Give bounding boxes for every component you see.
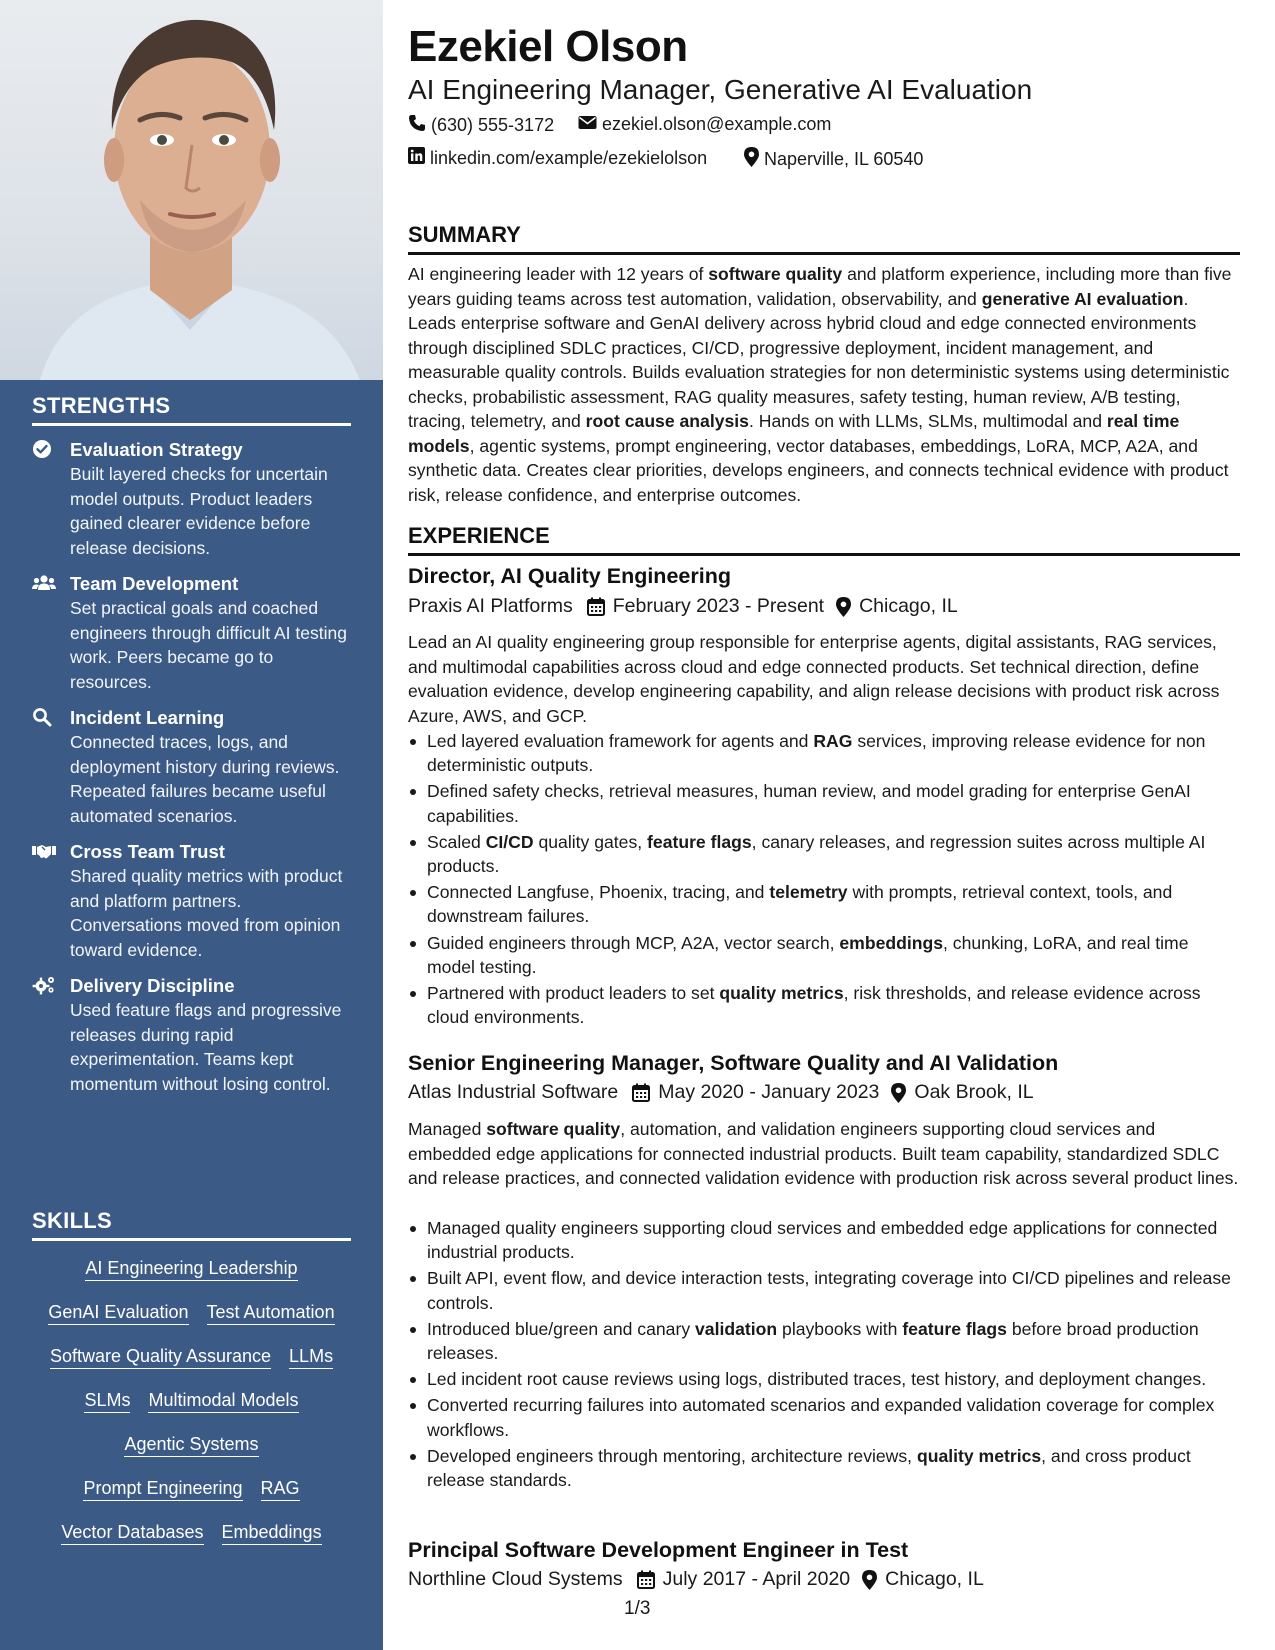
- strength-description: Connected traces, logs, and deployment history during reviews. Repeated failures became useful automated scenarios.: [70, 732, 340, 826]
- experience-heading: EXPERIENCE: [408, 523, 1240, 556]
- skill-tag: Software Quality Assurance: [50, 1347, 271, 1369]
- linkedin-url[interactable]: linkedin.com/example/ezekielolson: [430, 147, 708, 168]
- strength-title: Team Development: [70, 573, 239, 594]
- search-icon: [32, 707, 56, 727]
- strength-description: Set practical goals and coached engineers through difficult AI testing work. Peers became go to resources.: [70, 598, 347, 692]
- skill-row: [32, 1479, 351, 1501]
- skills-heading: SKILLS: [32, 1208, 351, 1241]
- users-icon: [32, 573, 56, 593]
- skill-row: [32, 1435, 351, 1457]
- job-dates: July 2017 - April 2020: [662, 1568, 851, 1590]
- list-item: Converted recurring failures into automated scenarios and expanded validation coverage for complex workflows.: [408, 1393, 1240, 1441]
- strength-item: [32, 706, 351, 828]
- skill-tag: RAG: [261, 1479, 300, 1501]
- page-number: 1/3: [624, 1598, 651, 1619]
- strength-description: Shared quality metrics with product and platform partners. Conversations moved from opinion toward evidence.: [70, 866, 343, 960]
- summary-paragraph: AI engineering leader with 12 years of software quality and platform experience, including more than five years guiding teams across test automation, validation, observability, and generative AI evaluation. Leads enterprise software and GenAI delivery across hybrid cloud and edge connected environments through disciplined SDLC practices, CI/CD, progressive deployment, incident management, and measurable quality controls. Builds evaluation strategies for non deterministic systems using deterministic checks, probabilistic assessment, RAG quality measures, safety testing, human review, A/B testing, tracing, telemetry, and root cause analysis. Hands on with LLMs, SLMs, multimodal and real time models, agentic systems, prompt engineering, vector databases, embeddings, LoRA, MCP, A2A, and synthetic data. Creates clear priorities, develops engineers, and connects technical evidence with product risk, release confidence, and enterprise outcomes.: [408, 264, 1232, 505]
- job-dates: May 2020 - January 2023: [658, 1081, 880, 1103]
- skill-tag: Embeddings: [222, 1523, 322, 1545]
- list-item: Led layered evaluation framework for agents and RAG services, improving release evidence for non deterministic outputs.: [408, 729, 1240, 777]
- location-contact: [744, 147, 923, 172]
- summary-heading: SUMMARY: [408, 222, 1240, 255]
- list-item: Managed quality engineers supporting cloud services and embedded edge applications for connected industrial products.: [408, 1216, 1240, 1264]
- skill-tag: Prompt Engineering: [83, 1479, 242, 1501]
- job-title: Director, AI Quality Engineering: [408, 564, 731, 588]
- strength-item: [32, 572, 351, 694]
- linkedin-icon: [408, 147, 425, 169]
- job-title: Senior Engineering Manager, Software Quality and AI Validation: [408, 1051, 1059, 1075]
- list-item: Led incident root cause reviews using logs, distributed traces, test history, and deployment changes.: [408, 1367, 1240, 1391]
- strength-description: Built layered checks for uncertain model outputs. Product leaders gained clearer evidence before release decisions.: [70, 464, 328, 558]
- list-item: Built API, event flow, and device interaction tests, integrating coverage into CI/CD pipelines and release controls.: [408, 1266, 1240, 1314]
- job-description: Managed software quality, automation, and validation engineers supporting cloud services and embedded edge applications for connected industrial products. Built team capability, standardized SDLC and release practices, and connected validation evidence with production risk across several product lines.: [408, 1119, 1239, 1188]
- skill-row: [32, 1391, 351, 1413]
- job-bullets: [408, 729, 1240, 1031]
- skill-tag: Multimodal Models: [148, 1391, 298, 1413]
- linkedin-contact[interactable]: [408, 147, 707, 169]
- strength-item: [32, 840, 351, 962]
- phone-contact: [408, 114, 554, 137]
- job-bullets: [408, 1216, 1240, 1494]
- check-circle-icon: [32, 439, 56, 459]
- email-contact[interactable]: [578, 114, 831, 135]
- strength-item: [32, 974, 351, 1096]
- job-dates: February 2023 - Present: [612, 595, 825, 617]
- map-pin-icon: [862, 1570, 877, 1590]
- strength-title: Evaluation Strategy: [70, 439, 243, 460]
- list-item: Scaled CI/CD quality gates, feature flags, canary releases, and regression suites across multiple AI products.: [408, 830, 1240, 878]
- strengths-heading: STRENGTHS: [32, 393, 351, 426]
- envelope-icon: [578, 114, 597, 135]
- skill-tag: LLMs: [289, 1347, 333, 1369]
- strength-title: Incident Learning: [70, 707, 225, 728]
- skills-list: [32, 1253, 351, 1545]
- job-location: Chicago, IL: [885, 1568, 984, 1590]
- skill-row: [32, 1347, 351, 1369]
- skill-row: [32, 1259, 351, 1281]
- job-title: Principal Software Development Engineer in Test: [408, 1538, 909, 1562]
- job-meta: [408, 1081, 1034, 1104]
- list-item: Developed engineers through mentoring, architecture reviews, quality metrics, and cross product release standards.: [408, 1444, 1240, 1492]
- candidate-name: Ezekiel Olson: [408, 22, 688, 71]
- handshake-icon: [32, 841, 56, 861]
- skill-tag: Vector Databases: [61, 1523, 203, 1545]
- job-meta: [408, 595, 958, 618]
- skill-tag: SLMs: [84, 1391, 130, 1413]
- sidebar: [0, 0, 383, 1650]
- profile-photo: [0, 0, 383, 380]
- skill-tag: Test Automation: [207, 1303, 335, 1325]
- strength-title: Cross Team Trust: [70, 841, 225, 862]
- map-pin-icon: [836, 597, 851, 617]
- list-item: Partnered with product leaders to set quality metrics, risk thresholds, and release evidence across cloud environments.: [408, 981, 1240, 1029]
- strength-item: [32, 438, 351, 560]
- candidate-title: AI Engineering Manager, Generative AI Evaluation: [408, 74, 1033, 105]
- skill-row: [32, 1523, 351, 1545]
- company-name: Atlas Industrial Software: [408, 1081, 619, 1103]
- map-pin-icon: [891, 1083, 906, 1103]
- company-name: Northline Cloud Systems: [408, 1568, 623, 1590]
- company-name: Praxis AI Platforms: [408, 595, 573, 617]
- skill-tag: GenAI Evaluation: [48, 1303, 188, 1325]
- job-location: Chicago, IL: [859, 595, 958, 617]
- skill-tag: Agentic Systems: [124, 1435, 258, 1457]
- calendar-icon: [587, 597, 605, 616]
- calendar-icon: [632, 1083, 650, 1102]
- skills-section: [32, 1208, 351, 1567]
- skill-tag: AI Engineering Leadership: [85, 1259, 297, 1281]
- phone-icon: [408, 114, 426, 137]
- calendar-icon: [637, 1570, 655, 1589]
- strength-title: Delivery Discipline: [70, 975, 235, 996]
- map-pin-icon: [744, 147, 759, 172]
- strengths-section: [32, 393, 351, 1108]
- list-item: Guided engineers through MCP, A2A, vector search, embeddings, chunking, LoRA, and real time model testing.: [408, 931, 1240, 979]
- portrait-image: [0, 0, 383, 380]
- job-location: Oak Brook, IL: [914, 1081, 1034, 1103]
- list-item: Connected Langfuse, Phoenix, tracing, and telemetry with prompts, retrieval context, tools, and downstream failures.: [408, 880, 1240, 928]
- strength-description: Used feature flags and progressive releases during rapid experimentation. Teams kept momentum without losing control.: [70, 1000, 342, 1094]
- location-text: Naperville, IL 60540: [764, 149, 924, 169]
- list-item: Introduced blue/green and canary validation playbooks with feature flags before broad production releases.: [408, 1317, 1240, 1365]
- list-item: Defined safety checks, retrieval measures, human review, and model grading for enterprise GenAI capabilities.: [408, 779, 1240, 827]
- email-address[interactable]: ezekiel.olson@example.com: [602, 114, 832, 134]
- job-meta: [408, 1568, 984, 1591]
- job-description: Lead an AI quality engineering group responsible for enterprise agents, digital assistants, RAG services, and multimodal capabilities across cloud and edge connected products. Set technical direction, define evaluation evidence, develop engineering capability, and align release decisions with product risk across Azure, AWS, and GCP.: [408, 632, 1220, 726]
- gears-icon: [32, 975, 56, 995]
- phone-number: (630) 555-3172: [431, 115, 555, 135]
- skill-row: [32, 1303, 351, 1325]
